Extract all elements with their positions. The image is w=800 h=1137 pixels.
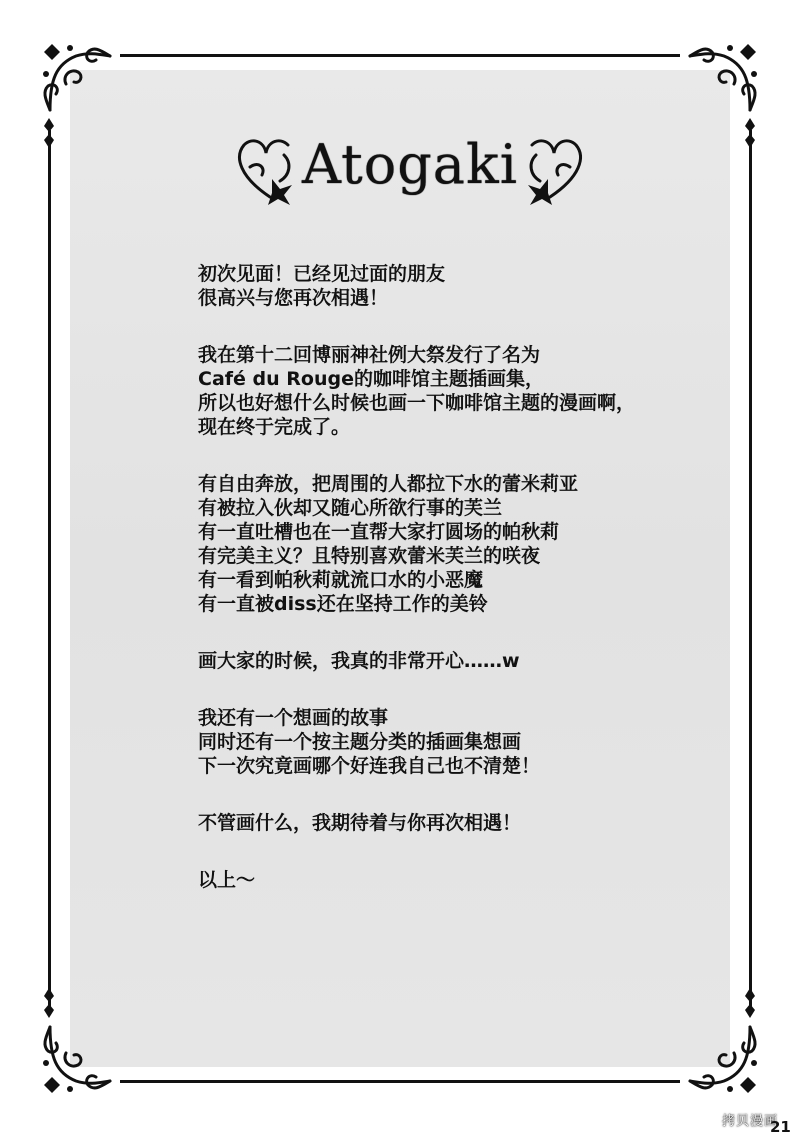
fleur-de-lis-icon (743, 988, 757, 1018)
text-line: 画大家的时候，我真的非常开心……w (198, 650, 520, 672)
text-line: 现在终于完成了。 (198, 416, 351, 438)
fleur-de-lis-icon (42, 988, 56, 1018)
text-line: 有被拉入伙却又随心所欲行事的芙兰 (198, 497, 503, 519)
text-line: 有一看到帕秋莉就流口水的小恶魔 (198, 569, 484, 591)
paragraph-end (198, 868, 718, 892)
text-line: 很高兴与您再次相遇！ (198, 287, 389, 309)
text-line: 所以也好想什么时候也画一下咖啡馆主题的漫画啊， (198, 392, 636, 414)
paragraph-background (198, 343, 718, 439)
text-line: 有完美主义？且特别喜欢蕾米芙兰的咲夜 (198, 545, 541, 567)
text-line: 同时还有一个按主题分类的插画集想画 (198, 731, 522, 753)
frame-border-top (120, 54, 680, 57)
paragraph-future (198, 706, 718, 778)
text-line: Café du Rouge的咖啡馆主题插画集， (198, 368, 544, 390)
frame-border-bottom (120, 1080, 680, 1083)
paragraph-fun (198, 649, 718, 673)
floral-corner-icon (36, 40, 116, 120)
frame-border-right (749, 130, 752, 1007)
paragraph-characters (198, 472, 718, 616)
floral-corner-icon (36, 1017, 116, 1097)
page-number: 21 (770, 1118, 791, 1136)
paragraph-closing (198, 811, 718, 835)
afterword-body (198, 262, 718, 925)
text-line: 不管画什么，我期待着与你再次相遇！ (198, 812, 522, 834)
text-line: 有一直吐槽也在一直帮大家打圆场的帕秋莉 (198, 521, 560, 543)
floral-corner-icon (684, 40, 764, 120)
text-line: 我在第十二回博丽神社例大祭发行了名为 (198, 344, 541, 366)
heart-vine-ornament-icon (520, 127, 590, 207)
fleur-de-lis-icon (743, 118, 757, 148)
heart-vine-ornament-icon (230, 127, 300, 207)
fleur-de-lis-icon (42, 118, 56, 148)
paragraph-greeting (198, 262, 718, 310)
title-block (230, 125, 590, 215)
text-line: 初次见面！已经见过面的朋友 (198, 263, 446, 285)
frame-border-left (48, 130, 51, 1007)
text-line: 以上～ (198, 869, 256, 891)
text-line: 下一次究竟画哪个好连我自己也不清楚！ (198, 755, 541, 777)
watermark: 拷贝漫画 (722, 1114, 779, 1129)
floral-corner-icon (684, 1017, 764, 1097)
page-title: Atogaki (301, 133, 518, 196)
text-line: 有一直被diss还在坚持工作的美铃 (198, 593, 488, 615)
text-line: 我还有一个想画的故事 (198, 707, 389, 729)
text-line: 有自由奔放，把周围的人都拉下水的蕾米莉亚 (198, 473, 579, 495)
